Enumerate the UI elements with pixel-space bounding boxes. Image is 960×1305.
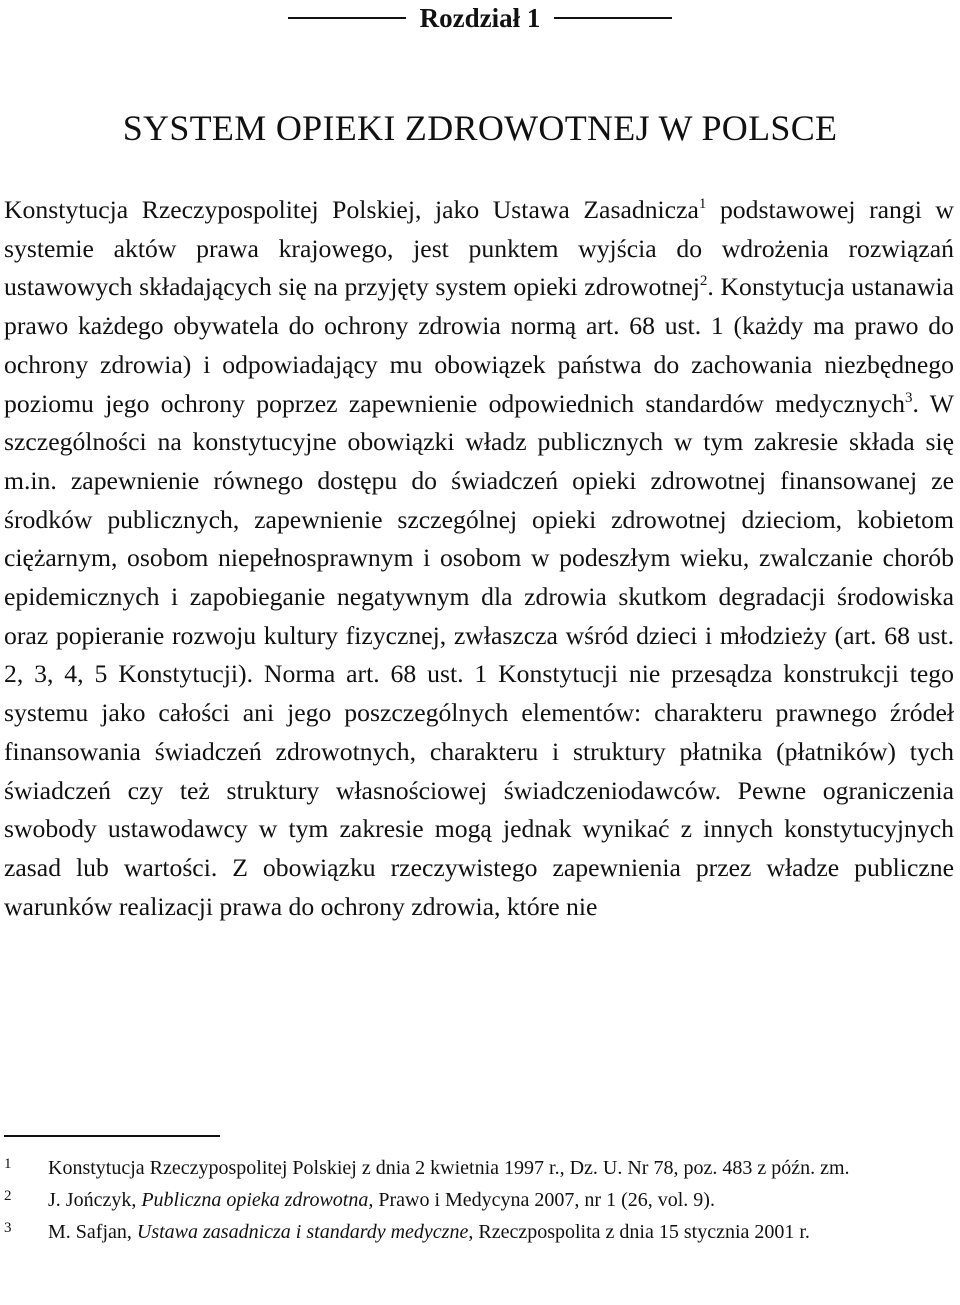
footnote-text-pre: Konstytucja Rzeczypospolitej Polskiej z dnia 2 kwietnia 1997 r., Dz. U. Nr 78, poz. 483 z późn. zm.	[48, 1157, 850, 1179]
footnote-text-pre: J. Jończyk,	[48, 1189, 142, 1211]
chapter-rule-left	[288, 17, 406, 19]
footnote-ref-3: 3	[904, 389, 913, 406]
footnote-3	[0, 1216, 960, 1248]
body-text-part-3: . Konstytucja ustanawia prawo każdego obywatela do ochrony zdrowia normą art. 68 ust. 1 (każdy ma prawo do ochrony zdrowia) i odpowiadający mu obowiązek państwa do zachowania niezbędnego poziomu jego ochrony poprzez zapewnienie odpowiednich standardów medycznych	[4, 272, 954, 418]
footnote-text	[48, 1184, 956, 1216]
body-paragraph	[4, 191, 954, 926]
chapter-heading	[0, 0, 960, 36]
footnotes	[0, 1152, 960, 1248]
footnote-number: 3	[4, 1220, 12, 1236]
footnote-ref-2: 2	[699, 273, 708, 290]
page-title: SYSTEM OPIEKI ZDROWOTNEJ W POLSCE	[122, 108, 838, 149]
footnote-2	[0, 1184, 960, 1216]
footnote-text-post: Prawo i Medycyna 2007, nr 1 (26, vol. 9).	[373, 1189, 715, 1211]
footnote-ref-1: 1	[698, 196, 707, 212]
footnote-text-italic: Ustawa zasadnicza i standardy medyczne	[136, 1221, 469, 1243]
body-text-part-1: Konstytucja Rzeczypospolitej Polskiej, jako Ustawa Zasadnicza	[4, 195, 699, 224]
body-text-part-2: podstawowej rangi w systemie aktów prawa krajowego, jest punktem wyjścia do wdrożenia rozwiązań ustawowych składających się na przyjęty system opieki zdrowotnej	[4, 195, 954, 302]
footnote-divider	[4, 1135, 220, 1137]
chapter-label: Rozdział 1	[419, 3, 541, 33]
footnote-text	[48, 1216, 956, 1248]
footnote-text-post: , Rzeczpospolita z dnia 15 stycznia 2001 r.	[468, 1221, 810, 1243]
chapter-rule-right	[554, 17, 672, 19]
footnote-text-pre: M. Safjan,	[48, 1221, 137, 1243]
footnote-text-italic: Publiczna opieka zdrowotna,	[141, 1189, 374, 1211]
body-text-part-4: . W szczególności na konstytucyjne obowiązki władz publicznych w tym zakresie składa się m.in. zapewnienie równego dostępu do świadczeń opieki zdrowotnej finansowanej ze środków publicznych, zapewnienie szczególnej opieki zdrowotnej dzieciom, kobietom ciężarnym, osobom niepełnosprawnym i osobom w podeszłym wieku, zwalczanie chorób epidemicznych i zapobieganie negatywnym dla zdrowia skutkom degradacji środowiska oraz popieranie rozwoju kultury fizycznej, zwłaszcza wśród dzieci i młodzieży (art. 68 ust. 2, 3, 4, 5 Konstytucji). Norma art. 68 ust. 1 Konstytucji nie przesądza konstrukcji tego systemu jako całości ani jego poszczególnych elementów: charakteru prawnego źródeł finansowania świadczeń zdrowotnych, charakteru i struktury płatnika (płatników) tych świadczeń czy też struktury własnościowej świadczeniodawców. Pewne ograniczenia swobody ustawodawcy w tym zakresie mogą jednak wynikać z innych konstytucyjnych zasad lub wartości. Z obowiązku rzeczywistego zapewnienia przez władze publiczne warunków realizacji prawa do ochrony zdrowia, które nie	[4, 388, 954, 921]
footnote-number: 1	[4, 1156, 12, 1172]
footnote-1	[0, 1152, 960, 1184]
footnote-number: 2	[4, 1188, 12, 1204]
footnote-text	[48, 1152, 956, 1184]
